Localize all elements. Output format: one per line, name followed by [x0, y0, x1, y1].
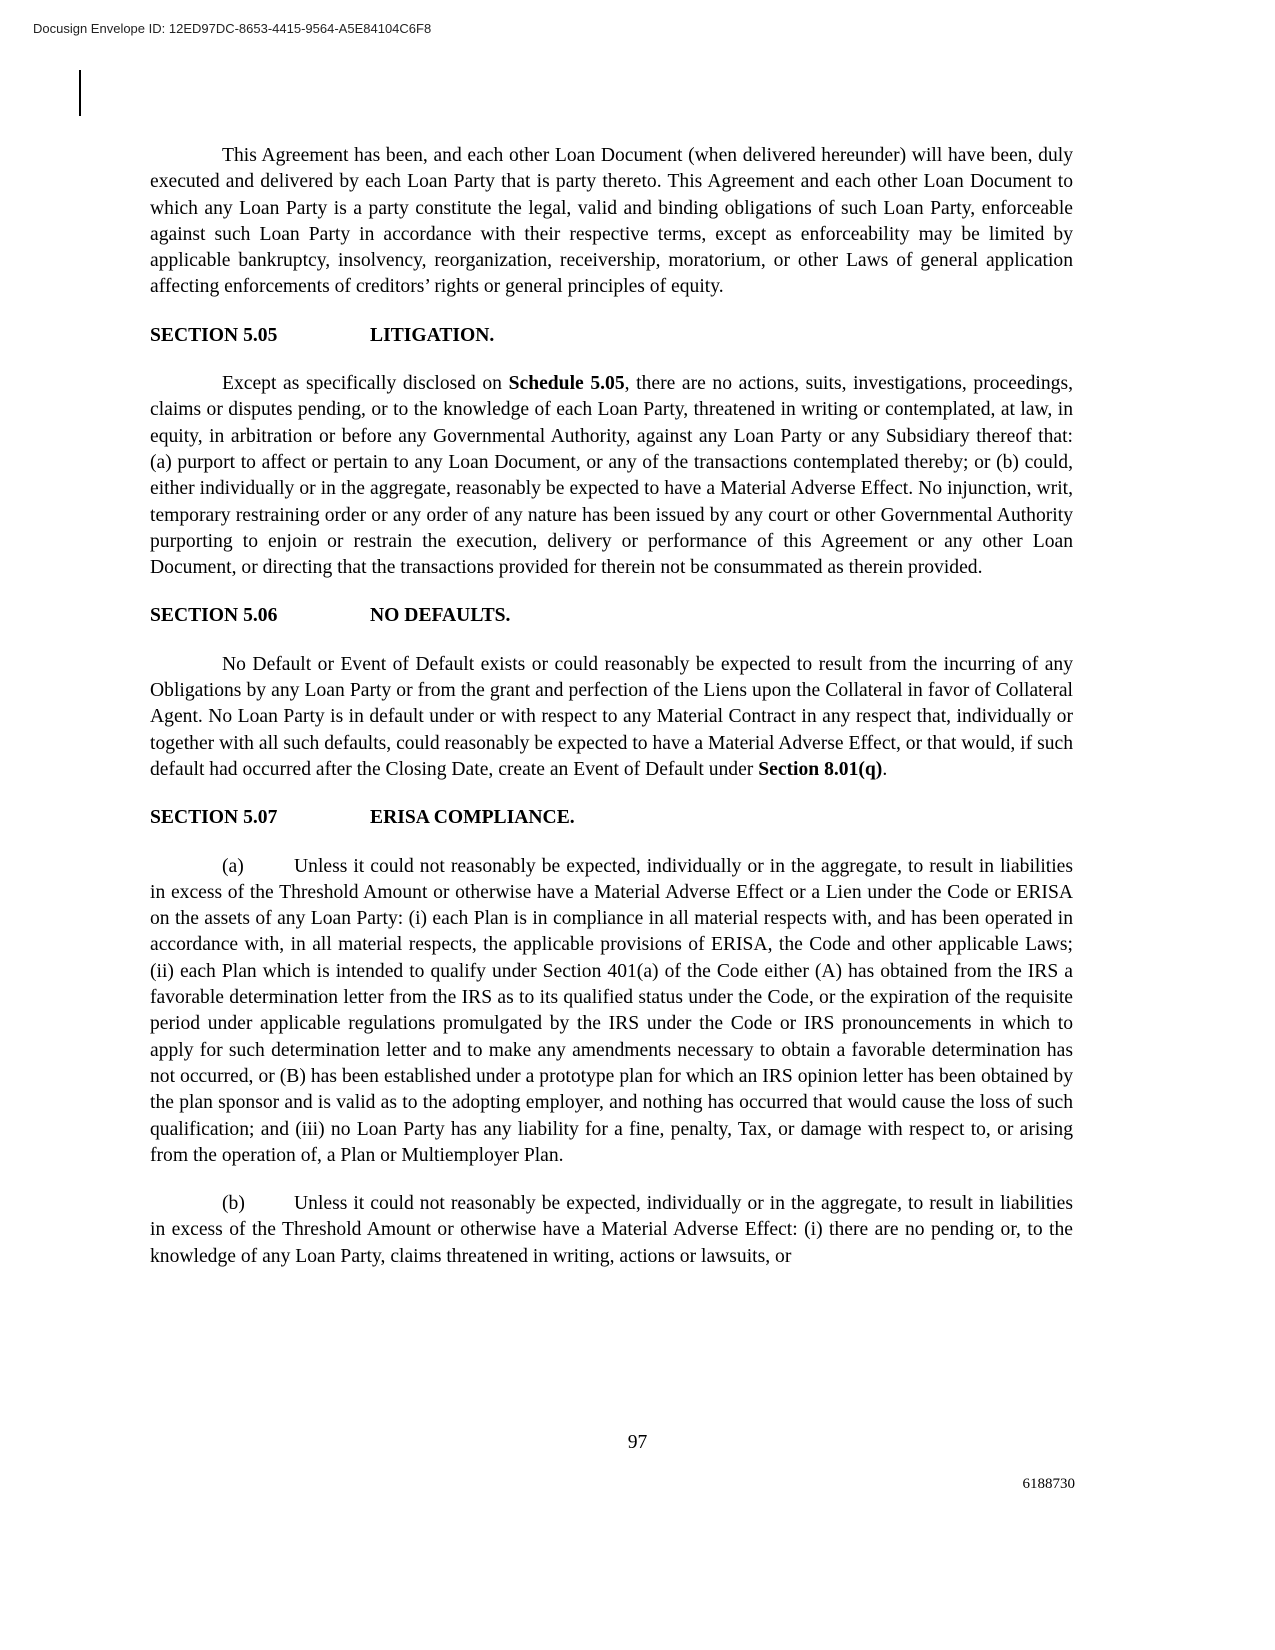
erisa-clause-a — [150, 854, 1073, 1170]
erisa-clause-b — [150, 1191, 1073, 1270]
text-run: . — [882, 758, 888, 780]
text-run: Except as specifically disclosed on — [222, 373, 509, 395]
docusign-envelope-id: Docusign Envelope ID: 12ED97DC-8653-4415-9564-A5E84104C6F8 — [33, 21, 432, 36]
text-run: , there are no actions, suits, investigations, proceedings, claims or disputes pending, or to the knowledge of each Loan Party, threatened in writing or contemplated, at law, in equity, in arbitration or before any Governmental Authority, against any Loan Party or any Subsidiary thereof that: (a) purport to affect or pertain to any Loan Document, or any of the transactions contemplated thereby; or (b) could, either individually or in the aggregate, reasonably be expected to have a Material Adverse Effect. No injunction, writ, temporary restraining order or any order of any nature has been issued by any court or other Governmental Authority purporting to enjoin or restrain the execution, delivery or performance of this Agreement or any other Loan Document, or directing that the transactions provided for therein not be consummated as therein provided. — [150, 373, 1073, 579]
section-number: SECTION 5.05 — [150, 324, 278, 346]
clause-label: (a) — [222, 855, 244, 877]
clause-label: (b) — [222, 1193, 245, 1215]
text-run: No Default or Event of Default exists or could reasonably be expected to result from the incurring of any Obligations by any Loan Party or from the grant and perfection of the Liens upon the Collateral in favor of Collateral Agent. No Loan Party is in default under or with respect to any Material Contract in any respect that, individually or together with all such defaults, could reasonably be expected to have a Material Adverse Effect, or that would, if such default had occurred after the Closing Date, create an Event of Default under — [150, 653, 1073, 780]
section-5-07-heading — [150, 805, 1073, 831]
section-title: LITIGATION. — [370, 324, 495, 346]
section-number: SECTION 5.07 — [150, 807, 278, 829]
document-body — [150, 143, 1073, 1292]
section-reference: Section 8.01(q) — [758, 758, 883, 780]
section-5-06-heading — [150, 603, 1073, 629]
page-number: 97 — [627, 1432, 648, 1453]
section-title: NO DEFAULTS. — [370, 605, 511, 627]
clause-text: Unless it could not reasonably be expected, individually or in the aggregate, to result in liabilities in excess of the Threshold Amount or otherwise have a Material Adverse Effect or a Lien under the Code or ERISA on the assets of any Loan Party: (i) each Plan is in compliance in all material respects with, and has been operated in accordance with, in all material respects, the applicable provisions of ERISA, the Code and other applicable Laws; (ii) each Plan which is intended to qualify under Section 401(a) of the Code either (A) has obtained from the IRS a favorable determination letter from the IRS as to its qualified status under the Code, or the expiration of the requisite period under applicable regulations promulgated by the IRS under the Code or IRS pronouncements in which to apply for such determination letter and to make any amendments necessary to obtain a favorable determination has not occurred, or (B) has been established under a prototype plan for which an IRS opinion letter has been obtained by the plan sponsor and is valid as to the adopting employer, and nothing has occurred that would cause the loss of such qualification; and (iii) no Loan Party has any liability for a fine, penalty, Tax, or damage with respect to, or arising from the operation of, a Plan or Multiemployer Plan. — [150, 855, 1073, 1166]
schedule-reference: Schedule 5.05 — [508, 373, 625, 395]
section-title: ERISA COMPLIANCE. — [370, 807, 575, 829]
intro-paragraph: This Agreement has been, and each other Loan Document (when delivered hereunder) will have been, duly executed and delivered by each Loan Party that is party thereto. This Agreement and each other Loan Document to which any Loan Party is a party constitute the legal, valid and binding obligations of such Loan Party, enforceable against such Loan Party in accordance with their respective terms, except as enforceability may be limited by applicable bankruptcy, insolvency, reorganization, receivership, moratorium, or other Laws of general application affecting enforcements of creditors’ rights or general principles of equity. — [150, 145, 1073, 298]
revision-change-bar — [79, 70, 81, 116]
document-id: 6188730 — [1022, 1476, 1075, 1492]
section-5-05-heading — [150, 323, 1073, 349]
no-defaults-paragraph — [150, 652, 1073, 783]
section-number: SECTION 5.06 — [150, 605, 278, 627]
litigation-paragraph — [150, 371, 1073, 581]
clause-text: Unless it could not reasonably be expected, individually or in the aggregate, to result in liabilities in excess of the Threshold Amount or otherwise have a Material Adverse Effect: (i) there are no pending or, to the knowledge of any Loan Party, claims threatened in writing, actions or lawsuits, or — [150, 1193, 1073, 1267]
